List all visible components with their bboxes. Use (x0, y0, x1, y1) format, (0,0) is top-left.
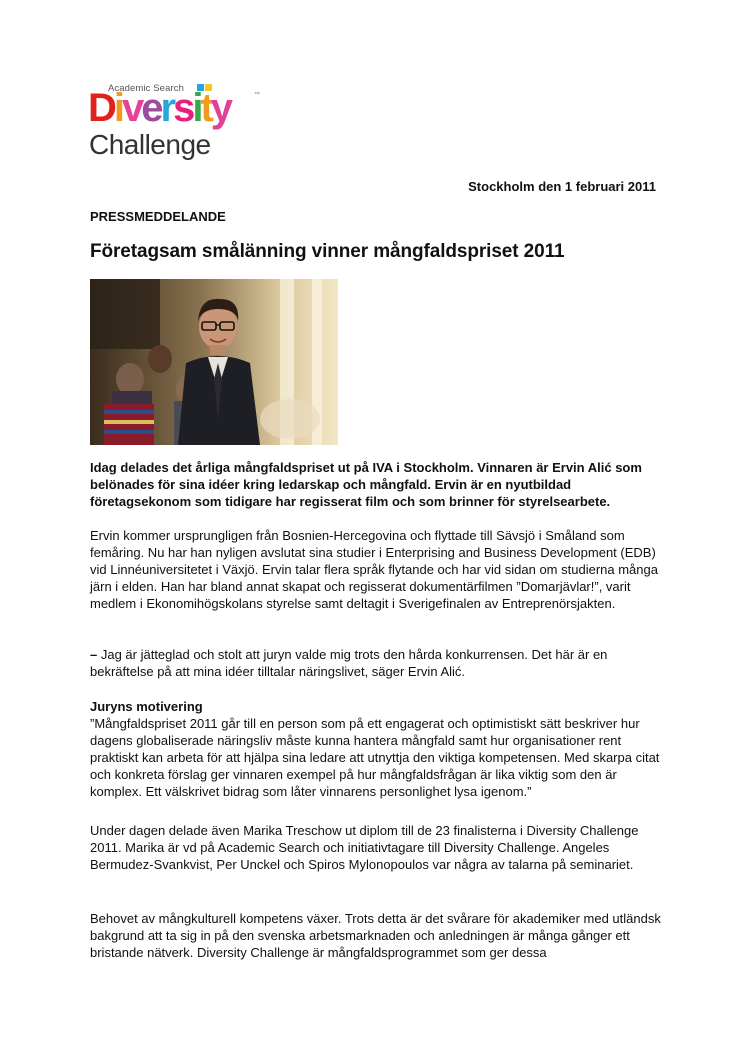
quote-text: Jag är jätteglad och stolt att juryn valde mig trots den hårda konkurrensen. Det här är en bekräftelse på att mina idéer tilltalar näringslivet, säger Ervin Alić. (90, 647, 608, 679)
lead-paragraph: Idag delades det årliga mångfaldspriset ut på IVA i Stockholm. Vinnaren är Ervin Alić som belönades för sina idéer kring ledarskap och mångfald. Ervin är en nyutbildad företagsekonom som tidigare har regisserat film och som brinner för styrelsearbete. (90, 460, 642, 509)
logo-letter: v (122, 86, 142, 130)
logo-letter: r (160, 86, 174, 130)
body-paragraph-1: Ervin kommer ursprungligen från Bosnien-Hercegovina och flyttade till Sävsjö i Småland som femåring. Nu har han nyligen avslutat sina studier i Enterprising and Business Development (EDB) vid Linnéuniversitetet i Växjö. Ervin talar flera språk flytande och har vid sidan om studierna många järn i elden. Han har bland annat skapat och regisserat dokumentärfilmen ”Domarjävlar!”, varit medlem i Ekonomihögskolans styrelse samt deltagit i Sverigefinalen av Entreprenörsjakten. (90, 528, 658, 611)
jury-motivation-text: ”Mångfaldspriset 2011 går till en person som på ett engagerat och optimistiskt sätt beskriver hur dagens globaliserade näringsliv måste kunna hantera mångfald samt hur organisationer rent praktiskt kan arbeta för att hjälpa sina ledare att utnyttja den viktiga kompetensen. Med skarpa citat och konkreta förslag ger vinnaren exempel på hur mångfaldsfrågan är lika viktig som den är komplex. Ett välskrivet bidrag som låter vinnarens personlighet lysa igenom.” (90, 716, 660, 799)
winner-photo (90, 279, 338, 445)
logo-letter: s (173, 86, 193, 130)
logo-challenge-text: Challenge (89, 129, 211, 160)
logo-letter: e (141, 86, 161, 130)
headline: Företagsam smålänning vinner mångfaldspriset 2011 (90, 241, 565, 262)
logo-diversity-word (88, 86, 230, 130)
logo-academic-search-text: Academic Search (108, 83, 184, 94)
body-paragraph-3: Behovet av mångkulturell kompetens växer. Trots detta är det svårare för akademiker med utländsk bakgrund att ta sig in på den svenska arbetsmarknaden och anledningen är många gånger ett bristande nätverk. Diversity Challenge är mångfaldsprogrammet som ger dessa (90, 911, 661, 960)
document-label: PRESSMEDDELANDE (90, 209, 226, 224)
winner-photo-illustration (90, 279, 338, 445)
body-paragraph-2: Under dagen delade även Marika Treschow ut diplom till de 23 finalisterna i Diversity Challenge 2011. Marika är vd på Academic Search och initiativtagare till Diversity Challenge. Angeles Bermudez-Svankvist, Per Unckel och Spiros Mylonopoulos var några av talarna på seminariet. (90, 823, 639, 872)
logo-trademark: ™ (254, 92, 260, 98)
logo-letter: D (88, 86, 114, 130)
logo-letter: i (113, 86, 123, 130)
quote-dash: – (90, 647, 98, 662)
dateline: Stockholm den 1 februari 2011 (468, 179, 656, 194)
logo-letter: i (192, 86, 201, 130)
logo-letter: t (200, 86, 211, 130)
subheading-jury: Juryns motivering (90, 699, 203, 714)
diversity-challenge-logo (88, 80, 268, 170)
logo-letter: y (210, 86, 231, 130)
quote-paragraph (90, 646, 662, 680)
